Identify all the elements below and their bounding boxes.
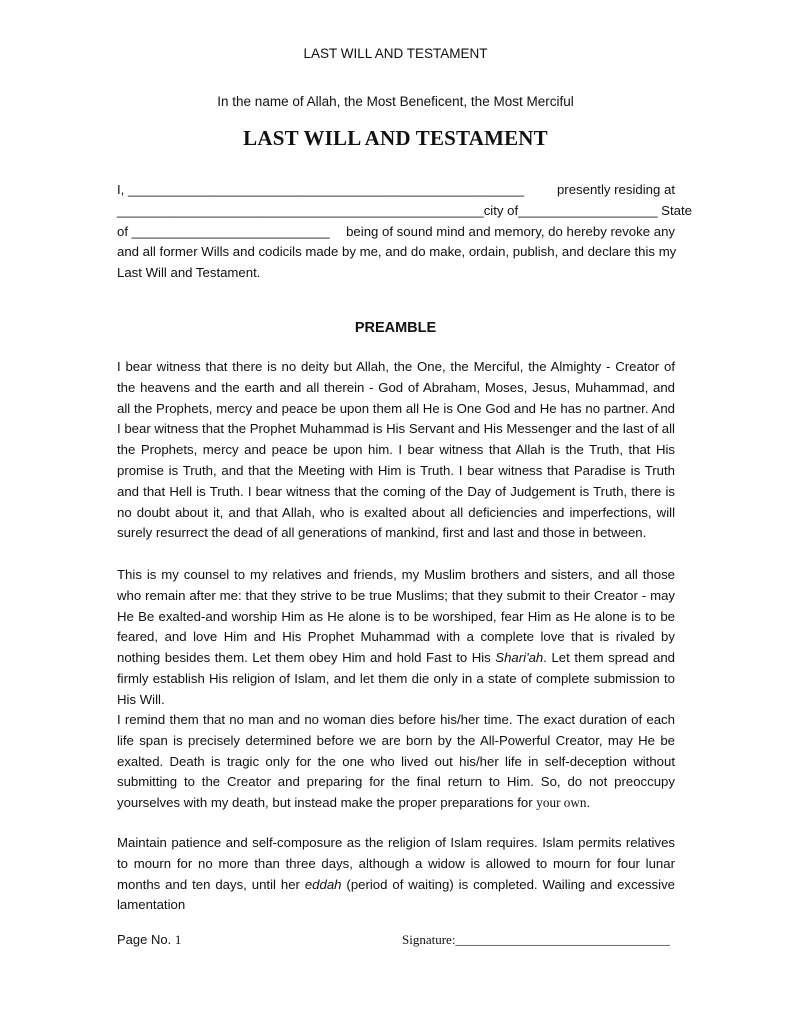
state-blank: ___________________ State bbox=[518, 202, 692, 218]
preamble-heading: PREAMBLE bbox=[354, 320, 437, 336]
paragraph-text bbox=[117, 710, 675, 814]
paragraph-text-part: Maintain patience and self-composure as the religion of Islam requires. Islam permits relatives to mourn for no more than three days, although a widow is allowed to mourn for four lunar months and ten days, until her bbox=[117, 835, 675, 892]
intro-block bbox=[117, 180, 692, 284]
page-number bbox=[117, 932, 181, 948]
state-name-blank: of ___________________________ bbox=[117, 223, 330, 239]
intro-line-5 bbox=[117, 263, 675, 284]
paragraph-text bbox=[117, 833, 675, 916]
name-blank: I, ______________________________________________________ bbox=[117, 182, 525, 197]
revoke-text: and all former Wills and codicils made by me, and do make, ordain, publish, and declare this my bbox=[117, 244, 677, 260]
page-number-label: Page No. bbox=[117, 932, 175, 947]
invocation-line: In the name of Allah, the Most Beneficent, the Most Merciful bbox=[217, 94, 574, 109]
paragraph-text bbox=[117, 565, 675, 711]
page-number-value: 1 bbox=[174, 932, 182, 947]
declaration-text: Last Will and Testament. bbox=[117, 265, 261, 281]
your-own-text: your own bbox=[536, 795, 587, 811]
shariah-term: Shari'ah bbox=[495, 650, 544, 666]
address-blank: __________________________________________________city of bbox=[117, 202, 519, 218]
paragraph-text-part: (period of waiting) is completed. Wailing and excessive lamentation bbox=[117, 876, 675, 913]
intro-line-3 bbox=[117, 222, 675, 243]
sound-mind-text: being of sound mind and memory, do hereby revoke any bbox=[346, 223, 675, 239]
paragraph-text: I bear witness that there is no deity but Allah, the One, the Merciful, the Almighty - Creator of the heavens and the earth and all therein - God of Abraham, Moses, Jesus, Muhammad, and all the Prophets, mercy and peace be upon them all He is One God and He has no partner. And I bear witness that the Prophet Muhammad is His Servant and His Messenger and the last of all the Prophets, mercy and peace be upon him. I bear witness that Allah is the Truth, that His promise is Truth, and that the Meeting with Him is Truth. I bear witness that Paradise is Truth and that Hell is Truth. I bear witness that the coming of the Day of Judgement is Truth, there is no doubt about it, and that Allah, who is exalted about all deficiencies and imperfections, will surely resurrect the dead of all generations of mankind, first and last and those in between. bbox=[117, 359, 675, 541]
paragraph-text-part: . bbox=[586, 795, 591, 811]
signature-line: Signature:_________________________________ bbox=[402, 932, 670, 947]
document-title: LAST WILL AND TESTAMENT bbox=[243, 126, 548, 150]
intro-line-2 bbox=[117, 201, 692, 222]
paragraph-testimony bbox=[117, 357, 675, 544]
paragraph-counsel bbox=[117, 565, 675, 711]
paragraph-text-part: This is my counsel to my relatives and friends, my Muslim brothers and sisters, and all those who remain after me: that they strive to be true Muslims; that they submit to their Creator - may He Be exalted-and worship Him as He alone is to be worshiped, fear Him as He alone is to be feared, and love Him and His Prophet Muhammad with a complete love that is rivaled by nothing besides them. Let them obey Him and hold Fast to His bbox=[117, 567, 675, 666]
intro-line-1 bbox=[117, 180, 675, 201]
paragraph-text-part: I remind them that no man and no woman dies before his/her time. The exact duration of each life span is precisely determined before we are born by the All-Powerful Creator, may He be exalted. Death is tragic only for the one who lived out his/her life in self-deception without submitting to the Creator and preparing for the final return to Him. So, do not preoccupy yourselves with my death, but instead make the proper preparations for bbox=[117, 712, 675, 811]
residing-text: presently residing at bbox=[556, 182, 675, 197]
intro-line-4 bbox=[117, 242, 675, 263]
paragraph-reminder bbox=[117, 710, 675, 814]
running-header: LAST WILL AND TESTAMENT bbox=[303, 46, 488, 61]
paragraph-patience bbox=[117, 833, 675, 916]
eddah-term: eddah bbox=[304, 876, 342, 892]
page-footer bbox=[117, 932, 675, 952]
paragraph-text-part: . Let them spread and firmly establish His religion of Islam, and let them die only in a state of complete submission to His Will. bbox=[117, 650, 676, 707]
